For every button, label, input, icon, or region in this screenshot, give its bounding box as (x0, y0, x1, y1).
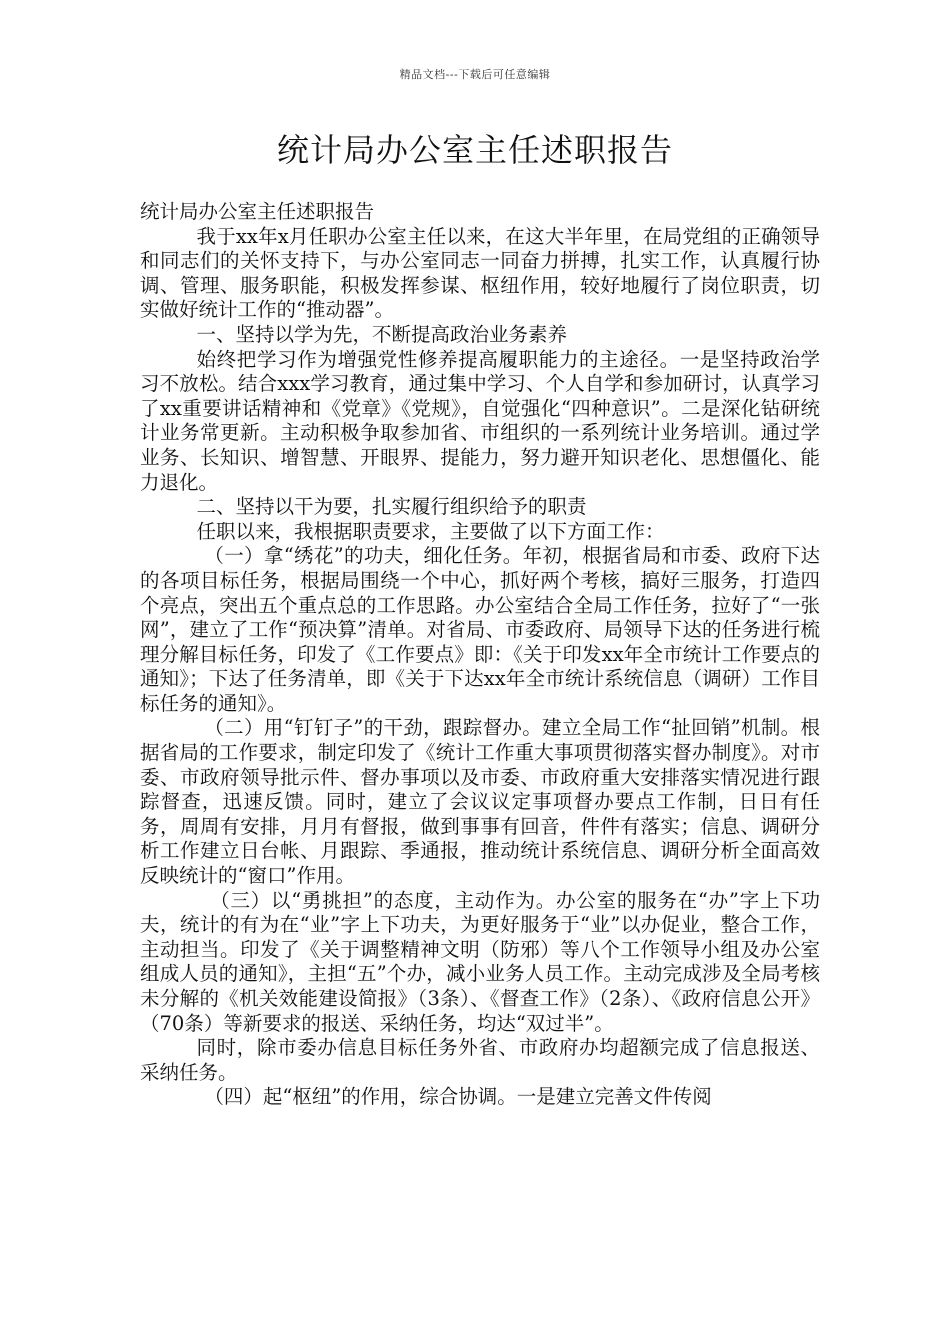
paragraph-study: 始终把学习作为增强党性修养提高履职能力的主途径。一是坚持政治学习不放松。结合xxx学习教育，通过集中学习、个人自学和参加研讨，认真学习了xx重要讲话精神和《党章》《党规》，自觉强化“四种意识”。二是深化钻研统计业务常更新。主动积极争取参加省、市组织的一系列统计业务培训。通过学业务、长知识、增智慧、开眼界、提能力，努力避开知识老化、思想僵化、能力退化。 (140, 347, 820, 494)
paragraph-item-1: （一）拿“绣花”的功夫，细化任务。年初，根据省局和市委、政府下达的各项目标任务，根据局围绕一个中心，抓好两个考核，搞好三服务，打造四个亮点，突出五个重点总的工作思路。办公室结合全局工作任务，拉好了“一张网”，建立了工作“预决算”清单。对省局、市委政府、局领导下达的任务进行梳理分解目标任务，印发了《工作要点》即：《关于印发xx年全市统计工作要点的通知》；下达了任务清单，即《关于下达xx年全市统计系统信息（调研）工作目标任务的通知》。 (140, 544, 820, 715)
document-body (140, 200, 820, 1110)
document-title: 统计局办公室主任述职报告 (276, 131, 673, 169)
paragraph-intro: 我于xx年x月任职办公室主任以来，在这大半年里，在局党组的正确领导和同志们的关怀支持下，与办公室同志一同奋力拼搏，扎实工作，认真履行协调、管理、服务职能，积极发挥参谋、枢纽作用，较好地履行了岗位职责，切实做好统计工作的“推动器”。 (140, 224, 820, 322)
paragraph-item-3: （三）以“勇挑担”的态度，主动作为。办公室的服务在“办”字上下功夫，统计的有为在“业”字上下功夫，为更好服务于“业”以办促业，整合工作，主动担当。印发了《关于调整精神文明（防邪）等八个工作领导小组及办公室组成人员的通知》，主担“五”个办，减小业务人员工作。主动完成涉及全局考核未分解的《机关效能建设简报》（3条）、《督查工作》（2条）、《政府信息公开》（70条）等新要求的报送、采纳任务，均达“双过半”。 (140, 888, 820, 1035)
section-heading-1: 一、坚持以学为先，不断提高政治业务素养 (196, 322, 568, 346)
body-subtitle: 统计局办公室主任述职报告 (140, 200, 375, 223)
header-note: 精品文档---下载后可任意编辑 (399, 68, 551, 81)
paragraph-item-2: （二）用“钉钉子”的干劲，跟踪督办。建立全局工作“扯回销”机制。根据省局的工作要求，制定印发了《统计工作重大事项贯彻落实督办制度》。对市委、市政府领导批示件、督办事项以及市委、市政府重大安排落实情况进行跟踪督查，迅速反馈。同时，建立了会议议定事项督办要点工作制，日日有任务，周周有安排，月月有督报，做到事事有回音，件件有落实；信息、调研分析工作建立日台帐、月跟踪、季通报，推动统计系统信息、调研分析全面高效反映统计的“窗口”作用。 (140, 716, 820, 888)
paragraph-additional: 同时，除市委办信息目标任务外省、市政府办均超额完成了信息报送、采纳任务。 (140, 1036, 820, 1084)
paragraph-duties-intro: 任职以来，我根据职责要求，主要做了以下方面工作： (196, 519, 665, 543)
section-heading-2: 二、坚持以干为要，扎实履行组织给予的职责 (196, 495, 587, 519)
paragraph-item-4: （四）起“枢纽”的作用，综合协调。一是建立完善文件传阅 (204, 1085, 712, 1109)
